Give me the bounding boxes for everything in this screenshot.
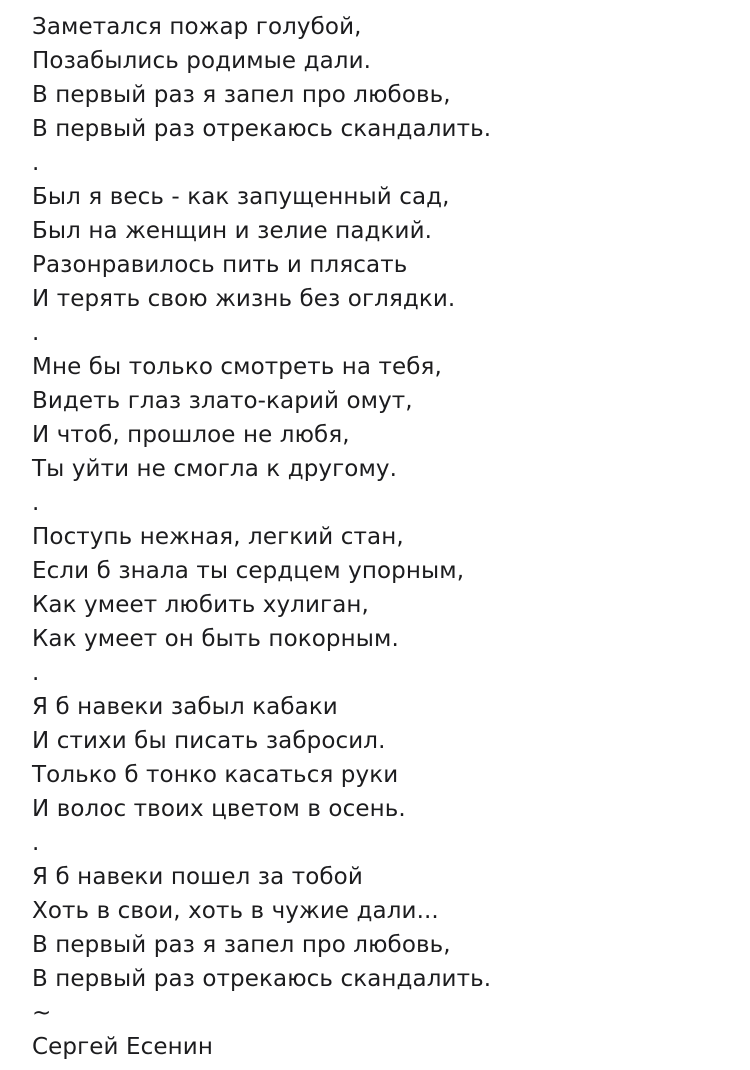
poem-line: Я б навеки пошел за тобой — [32, 864, 363, 890]
stanza-4 — [32, 520, 732, 656]
poem-line: Как умеет он быть покорным. — [32, 626, 399, 652]
poem-line: Если б знала ты сердцем упорным, — [32, 558, 465, 584]
poem-line: И терять свою жизнь без оглядки. — [32, 286, 456, 312]
poem-line: Позабылись родимые дали. — [32, 48, 372, 74]
poem-line: В первый раз я запел про любовь, — [32, 82, 451, 108]
poem-line: Поступь нежная, легкий стан, — [32, 524, 404, 550]
stanza-5 — [32, 690, 732, 826]
poem-line: Был я весь - как запущенный сад, — [32, 184, 450, 210]
poem-line: В первый раз отрекаюсь скандалить. — [32, 966, 492, 992]
poem-line: Видеть глаз злато-карий омут, — [32, 388, 413, 414]
stanza-3 — [32, 350, 732, 486]
stanza-separator: . — [32, 320, 40, 346]
poem-line: В первый раз я запел про любовь, — [32, 932, 451, 958]
poem-line: Я б навеки забыл кабаки — [32, 694, 338, 720]
stanza-6 — [32, 860, 732, 996]
poem-line: И чтоб, прошлое не любя, — [32, 422, 350, 448]
poem-line: Как умеет любить хулиган, — [32, 592, 369, 618]
poem-text — [32, 10, 732, 1064]
poem-line: И волос твоих цветом в осень. — [32, 796, 406, 822]
stanza-separator: . — [32, 660, 40, 686]
stanza-separator: . — [32, 150, 40, 176]
author-separator: ~ — [32, 1000, 52, 1026]
poem-line: Только б тонко касаться руки — [32, 762, 399, 788]
poem-line: Разонравилось пить и плясать — [32, 252, 408, 278]
stanza-1 — [32, 10, 732, 146]
poem-line: Заметался пожар голубой, — [32, 14, 362, 40]
poem-line: Был на женщин и зелие падкий. — [32, 218, 433, 244]
poem-line: И стихи бы писать забросил. — [32, 728, 386, 754]
poem-line: Хоть в свои, хоть в чужие дали... — [32, 898, 439, 924]
poem-line: Ты уйти не смогла к другому. — [32, 456, 398, 482]
poem-line: Мне бы только смотреть на тебя, — [32, 354, 442, 380]
poem-line: В первый раз отрекаюсь скандалить. — [32, 116, 492, 142]
stanza-2 — [32, 180, 732, 316]
stanza-separator: . — [32, 830, 40, 856]
author-name: Сергей Есенин — [32, 1034, 213, 1060]
stanza-separator: . — [32, 490, 40, 516]
